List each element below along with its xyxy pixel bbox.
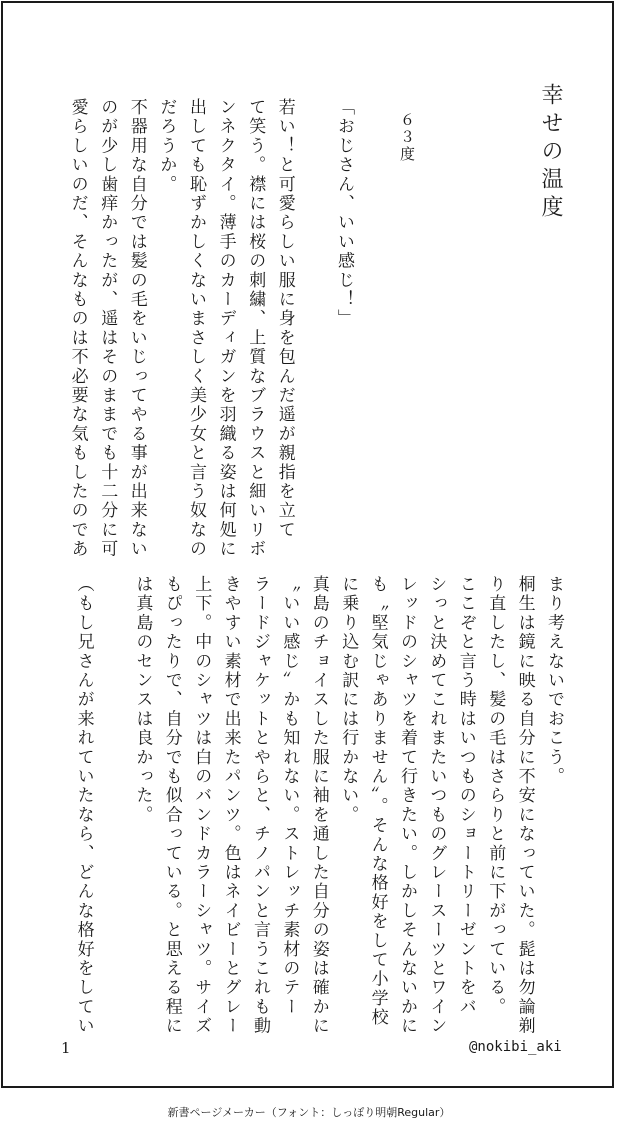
text-line: 出しても恥ずかしくないまさしく美少女と言う奴なの: [186, 98, 206, 559]
text-line: ンネクタイ。薄手のカーディガンを羽織る姿は何処に: [215, 98, 236, 559]
text-line: て笑う。襟には桜の刺繍、上質なブラウスと細いリボ: [245, 98, 266, 559]
text-line: レッドのシャツを着て行きたい。しかしそんないかに: [397, 575, 417, 1036]
text-line: （もし兄さんが来れていたなら、どんな格好をしてい: [73, 575, 94, 1036]
text-line: 「おじさん、いい感じ！」: [334, 98, 354, 329]
text-line: 愛らしいのだ、そんなものは不必要な気もしたのであ: [67, 98, 88, 559]
chapter-label: ６３度: [398, 112, 416, 163]
page-frame: [1, 1, 614, 1088]
text-line: も〝堅気じゃありません〟。そんな格好をして小学校: [367, 575, 388, 1028]
text-line: だろうか。: [156, 98, 177, 194]
footer-credit: 新書ページメーカー（フォント：しっぽり明朝Regular）: [167, 1106, 451, 1119]
text-line: 〝いい感じ〟かも知れない。ストレッチ素材のテー: [279, 575, 300, 1017]
text-line: 不器用な自分では髪の毛をいじってやる事が出来ない: [126, 98, 147, 559]
text-line: 真島のチョイスした服に袖を通した自分の姿は確かに: [308, 575, 329, 1036]
text-line: 桐生は鏡に映る自分に不安になっていた。髭は勿論剃: [514, 575, 535, 1036]
text-line: は真島のセンスは良かった。: [132, 575, 153, 825]
text-line: 若い！と可愛らしい服に身を包んだ遥が親指を立て: [274, 98, 295, 540]
text-line: ラードジャケットとやらと、チノパンと言うこれも動: [250, 575, 270, 1036]
text-line: に乗り込む訳には行かない。: [338, 575, 359, 825]
text-line: り直したし、髪の毛はさらりと前に下がっている。: [485, 575, 506, 1017]
text-line: 上下。中のシャツは白のバンドカラーシャツ。サイズ: [191, 575, 212, 1036]
author-handle: @nokibi_aki: [469, 1039, 562, 1055]
text-line: きやすい素材で出来たパンツ。色はネイビーとグレー: [220, 575, 241, 1036]
text-line: のが少し歯痒かったが、遥はそのままでも十二分に可: [97, 98, 118, 559]
text-line: シっと決めてこれまたいつものグレースーツとワイン: [426, 575, 447, 1036]
text-line: まり考えないでおこう。: [544, 575, 564, 787]
text-line: ここぞと言う時はいつものショートリーゼントをバ: [455, 575, 476, 1017]
page-title: 幸せの温度: [538, 83, 563, 223]
text-line: もぴったりで、自分でも似合っている。と思える程に: [161, 575, 182, 1036]
page-number: 1: [61, 1039, 71, 1057]
